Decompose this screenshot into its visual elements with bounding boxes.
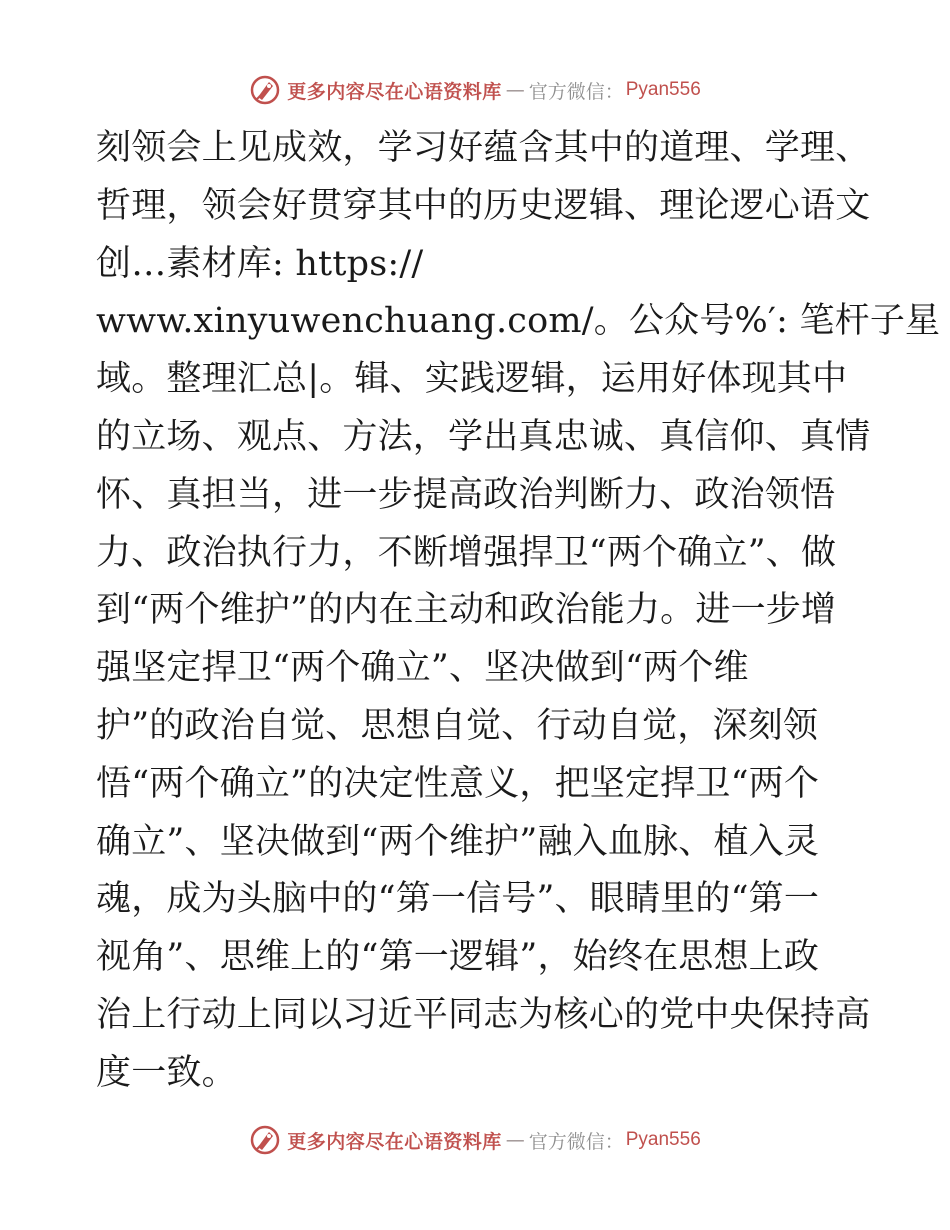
footer-wechat-label: 官方微信：	[528, 1130, 624, 1153]
body-line: 悟“两个确立”的决定性意义，把坚定捍卫“两个	[96, 763, 820, 804]
body-line: 强坚定捍卫“两个确立”、坚决做到“两个维	[96, 648, 749, 689]
body-line: 力、政治执行力，不断增强捍卫“两个确立”、做	[96, 532, 837, 573]
footer-separator: —	[505, 1129, 525, 1151]
header-promo-text: 更多内容尽在心语资料库	[287, 80, 502, 103]
header-wechat-id: Pyan556	[625, 79, 701, 100]
body-line: 的立场、观点、方法，学出真忠诚、真信仰、真情	[96, 416, 871, 457]
body-line: 魂，成为头脑中的“第一信号”、眼睛里的“第一	[96, 879, 820, 920]
body-line: 视角”、思维上的“第一逻辑”，始终在思想上政	[96, 937, 820, 978]
pen-nib-logo-icon	[249, 1124, 281, 1156]
footer-banner	[0, 1120, 950, 1160]
body-line: 到“两个维护”的内在主动和政治能力。进一步增	[96, 590, 837, 631]
body-line: 治上行动上同以习近平同志为核心的党中央保持高	[96, 994, 871, 1035]
document-body	[96, 120, 941, 1103]
footer-wechat-id: Pyan556	[625, 1129, 701, 1150]
header-separator: —	[505, 79, 525, 101]
body-line: 度一致。	[96, 1052, 237, 1093]
body-line: 哲理，领会好贯穿其中的历史逻辑、理论逻心语文	[96, 185, 871, 226]
body-line: www.xinyuwenchuang.com/。公众号%′: 笔杆子星	[96, 301, 941, 342]
pen-nib-logo-icon	[249, 74, 281, 106]
footer-promo-text: 更多内容尽在心语资料库	[287, 1130, 502, 1153]
body-line: 创…素材库: https://	[96, 243, 424, 284]
body-line: 怀、真担当，进一步提高政治判断力、政治领悟	[96, 474, 836, 515]
header-banner	[0, 70, 950, 110]
body-line: 刻领会上见成效，学习好蕴含其中的道理、学理、	[96, 128, 871, 168]
body-line: 确立”、坚决做到“两个维护”融入血脉、植入灵	[96, 821, 820, 862]
body-line: 域。整理汇总|。辑、实践逻辑，运用好体现其中	[96, 359, 848, 400]
body-line: 护”的政治自觉、思想自觉、行动自觉，深刻领	[96, 705, 819, 746]
header-wechat-label: 官方微信：	[528, 80, 624, 103]
